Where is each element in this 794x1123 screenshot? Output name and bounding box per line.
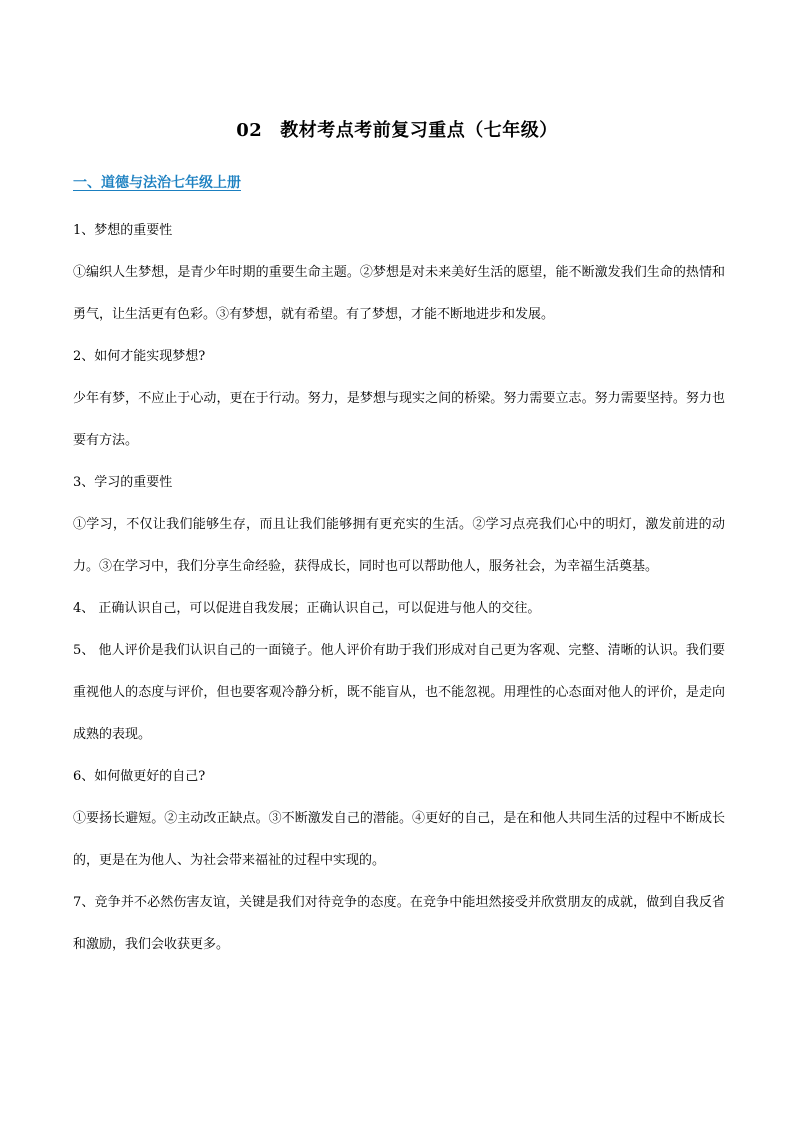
item-paragraph: 7、竞争并不必然伤害友谊，关键是我们对待竞争的态度。在竞争中能坦然接受并欣赏朋友的成就，做到自我反省和激励，我们会收获更多。 [73,895,725,952]
item-paragraph: ①编织人生梦想，是青少年时期的重要生命主题。②梦想是对未来美好生活的愿望，能不断激发我们生命的热情和勇气，让生活更有色彩。③有梦想，就有希望。有了梦想，才能不断地进步和发展。 [73,265,725,322]
item-heading: 6、如何做更好的自己? [73,769,206,784]
item-paragraph: ①学习，不仅让我们能够生存，而且让我们能够拥有更充实的生活。②学习点亮我们心中的明灯，激发前进的动力。③在学习中，我们分享生命经验，获得成长，同时也可以帮助他人，服务社会，为幸福生活奠基。 [73,517,725,574]
item-paragraph: 5、 他人评价是我们认识自己的一面镜子。他人评价有助于我们形成对自己更为客观、完整、清晰的认识。我们要重视他人的态度与评价，但也要客观冷静分析，既不能盲从，也不能忽视。用理性的心态面对他人的评价，是走向成熟的表现。 [73,643,725,742]
item-paragraph: 4、 正确认识自己，可以促进自我发展；正确认识自己，可以促进与他人的交往。 [73,601,541,616]
item-paragraph: ①要扬长避短。②主动改正缺点。③不断激发自己的潜能。④更好的自己，是在和他人共同生活的过程中不断成长的，更是在为他人、为社会带来福祉的过程中实现的。 [73,811,725,868]
title-text: 教材考点考前复习重点（七年级） [280,120,558,141]
title-number: 02 [236,120,263,141]
content-body [73,210,725,966]
item-heading: 1、梦想的重要性 [73,223,173,238]
item-paragraph: 少年有梦，不应止于心动，更在于行动。努力，是梦想与现实之间的桥梁。努力需要立志。努力需要坚持。努力也要有方法。 [73,391,725,448]
item-heading: 2、如何才能实现梦想? [73,349,206,364]
page-title [0,116,794,142]
section-heading: 一、道德与法治七年级上册 [73,175,241,191]
item-heading: 3、学习的重要性 [73,475,173,490]
